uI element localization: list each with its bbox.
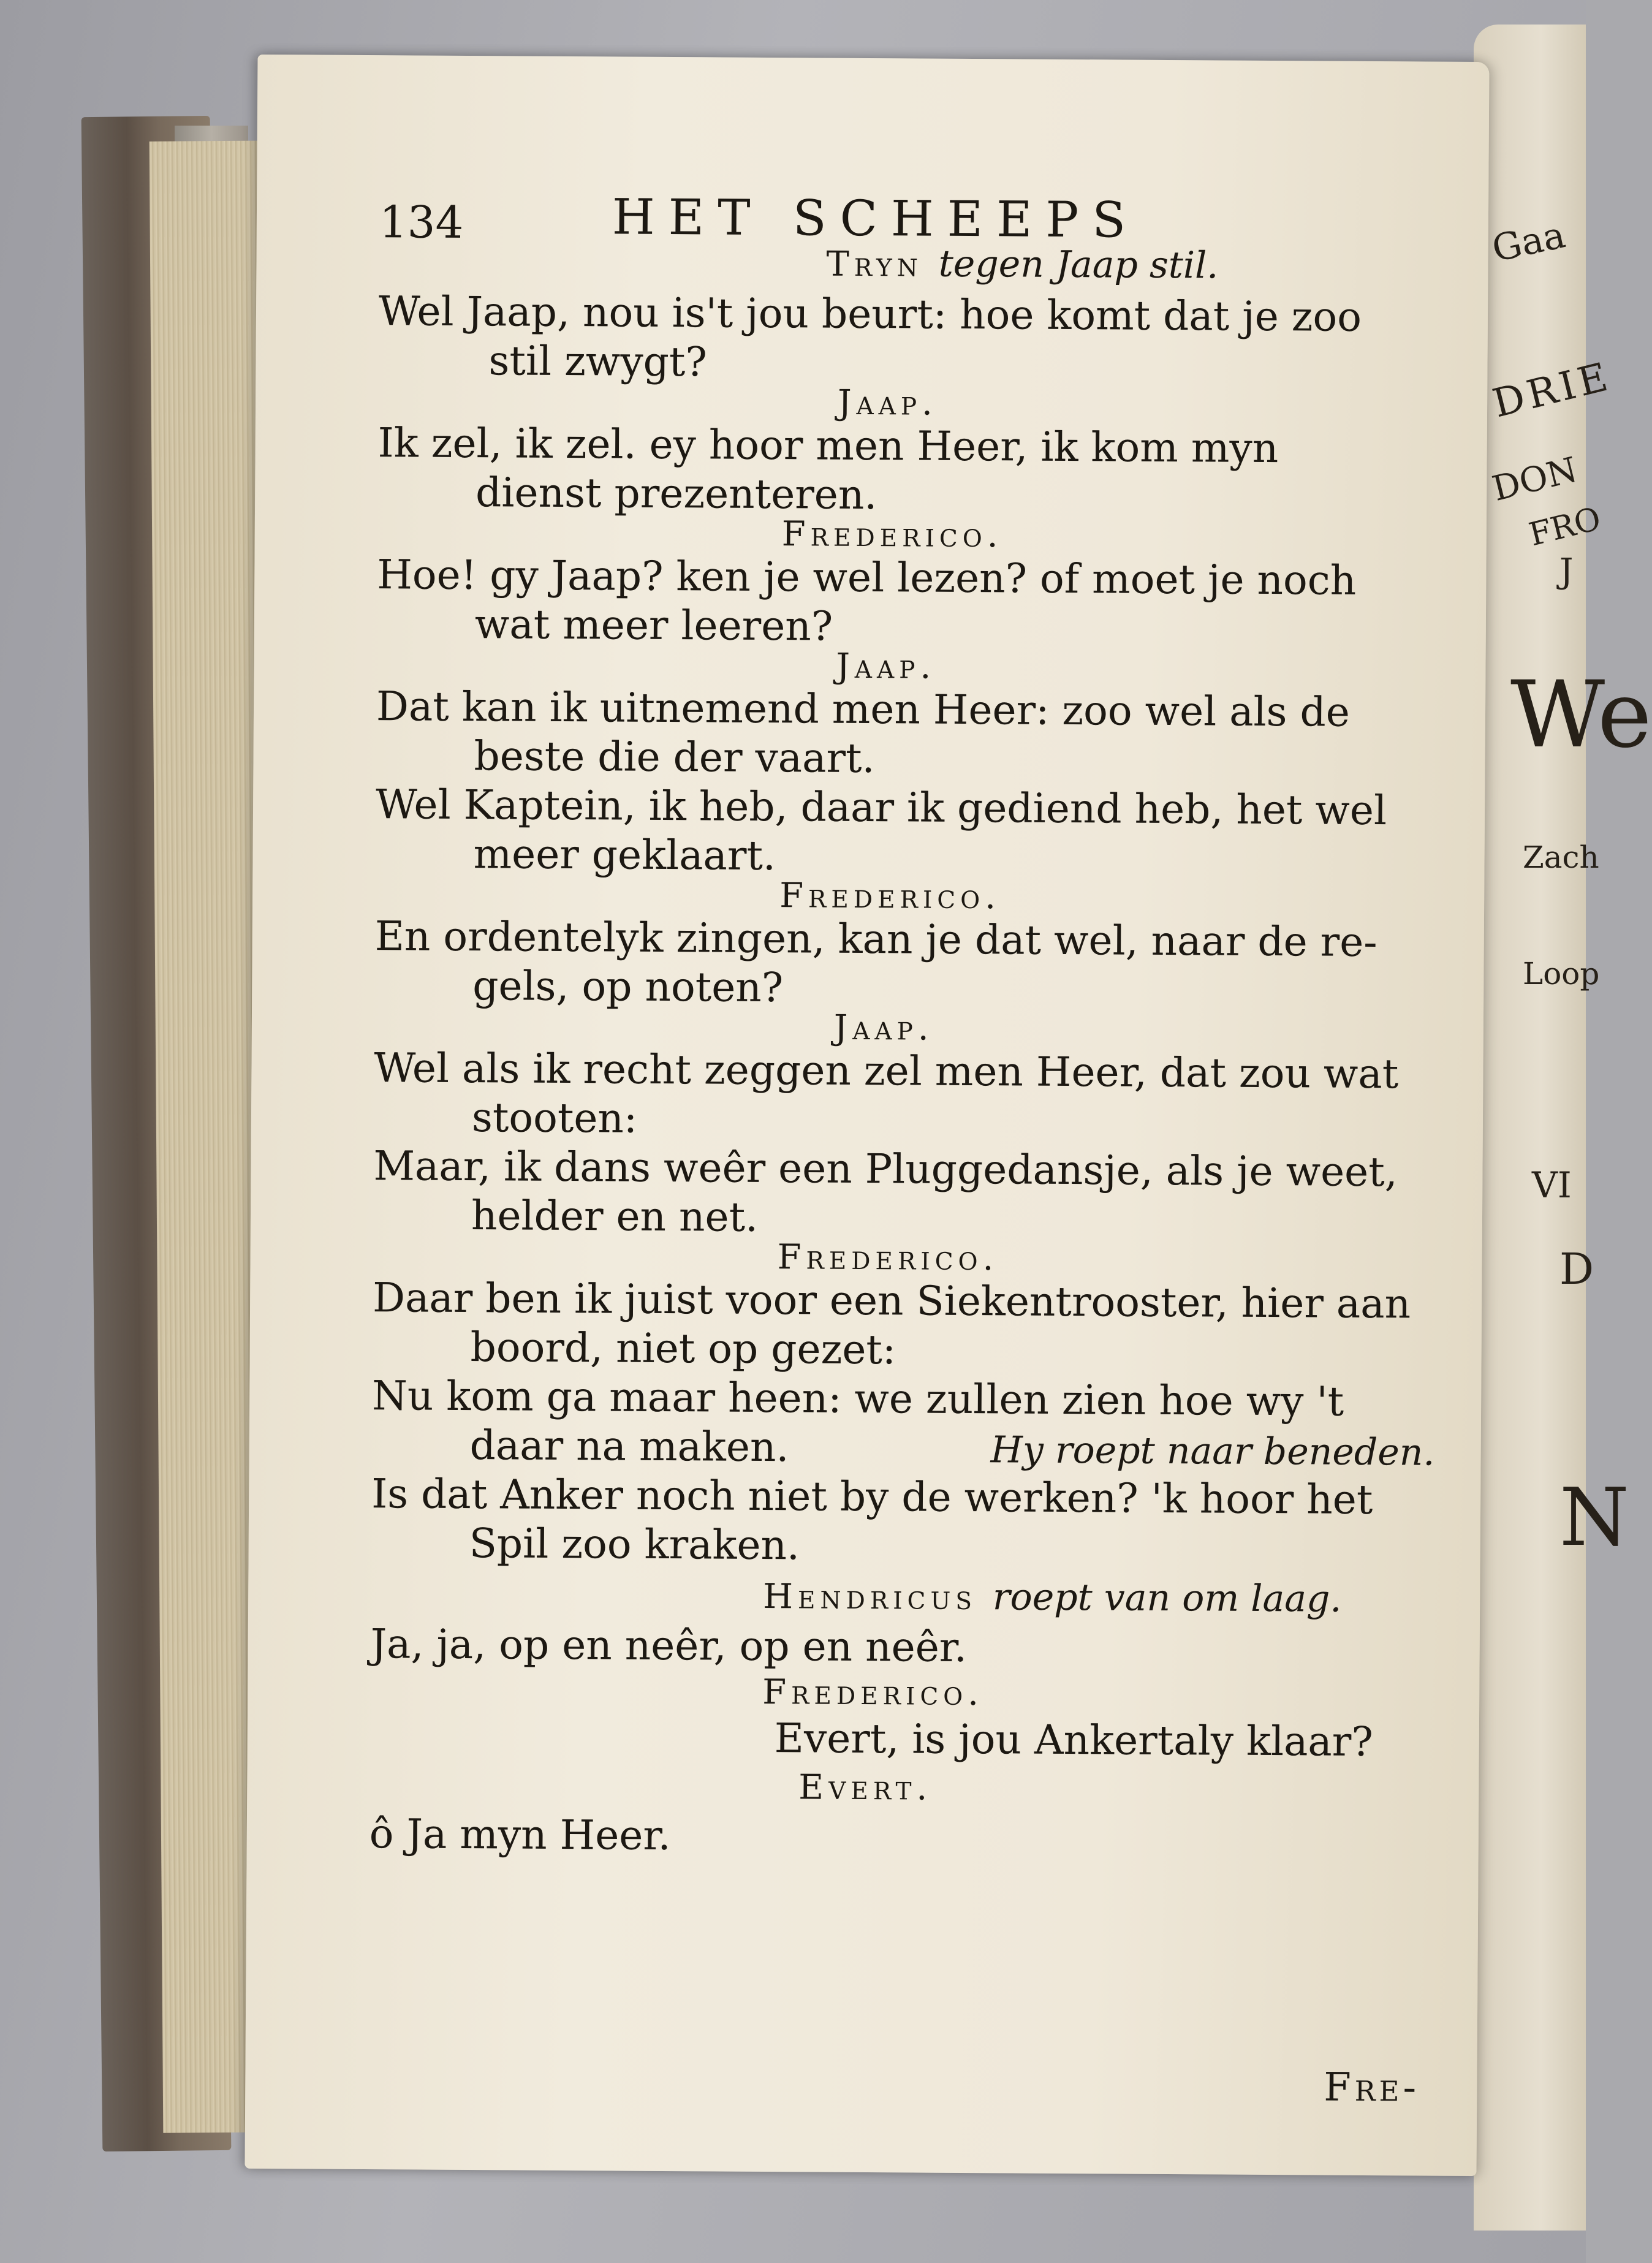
verse-line: Evert, is jou Ankertaly klaar? [774,1715,1373,1766]
verse-line: stooten: [471,1094,638,1142]
verse-line: Ik zel, ik zel. ey hoor men Heer, ik kom myn [377,419,1279,472]
verse-line: meer geklaart. [473,830,776,880]
verse-line: dienst prezenteren. [475,469,877,519]
speaker-heading: Jaap. [837,382,938,423]
verse-line: Nu kom ga maar heen: we zullen zien hoe wy 't [371,1372,1344,1425]
verse-line: Maar, ik dans weêr een Pluggedansje, als je weet, [373,1142,1398,1196]
verse-line: Dat kan ik uitnemend men Heer: zoo wel als de [376,683,1351,736]
facing-fragment: VI [1532,1164,1572,1206]
stage-direction: tegen Jaap stil. [938,242,1219,287]
verse-line: Daar ben ik juist voor een Siekentrooster, hier aan [372,1274,1411,1328]
verse-line: Wel Jaap, nou is't jou beurt: hoe komt dat je zoo [378,287,1362,341]
speaker-name: Hendricus [763,1576,977,1618]
verse-line: Hoe! gy Jaap? ken je wel lezen? of moet je noch [377,551,1357,604]
verse-line: helder en net. [471,1192,759,1241]
facing-fragment: We [1510,662,1652,768]
verse-line: En ordentelyk zingen, kan je dat wel, naar de re- [374,912,1377,966]
verse-line: stil zwygt? [488,337,708,386]
verse-line: ô Ja myn Heer. [369,1810,671,1860]
facing-fragment: DRIE [1488,354,1616,427]
verse-line: Wel Kaptein, ik heb, daar ik gediend heb, het wel [375,781,1387,835]
page-number: 134 [379,196,464,248]
speaker-heading: Frederico. [762,1672,984,1714]
speaker-heading [763,1574,1342,1621]
facing-fragment: Loop [1523,956,1600,991]
stage-direction: roept van om laag. [992,1575,1342,1621]
speaker-heading: Jaap. [836,646,936,687]
verse-line: gels, op noten? [472,962,784,1012]
speaker-heading: Frederico. [781,514,1003,556]
verse-line: Is dat Anker noch niet by de werken? 'k hoor het [371,1470,1373,1524]
verse-line: beste die der vaart. [474,732,875,783]
verse-line: Wel als ik recht zeggen zel men Heer, dat zou wat [374,1044,1399,1098]
speaker-heading: Frederico. [777,1237,999,1279]
speaker-heading [826,242,1218,287]
stage-direction: Hy roept naar beneden. [990,1428,1435,1474]
facing-fragment: DON [1488,450,1582,509]
facing-page [1474,25,1652,2231]
verse-line: Spil zoo kraken. [469,1520,800,1569]
facing-fragment: N [1559,1471,1629,1564]
speaker-heading: Frederico. [779,876,1001,917]
verse-line: Ja, ja, op en neêr, op en neêr. [370,1620,968,1672]
facing-fragment: FRO [1525,500,1605,554]
book-page [244,55,1489,2176]
page-text [244,55,1489,2176]
running-head: HET SCHEEPS [612,188,1140,249]
speaker-name: Tryn [826,244,923,285]
verse-line: daar na maken. [469,1422,789,1471]
speaker-heading: Jaap. [833,1007,934,1048]
verse-line: boord, niet op gezet: [470,1324,896,1374]
facing-fragment: J [1559,552,1574,591]
catchword: Fre- [1324,2064,1420,2111]
facing-fragment: Gaa [1488,213,1569,271]
facing-fragment: D [1559,1244,1594,1294]
facing-fragment: Zach [1523,840,1599,875]
speaker-heading: Evert. [798,1767,933,1808]
verse-line: wat meer leeren? [474,601,833,650]
